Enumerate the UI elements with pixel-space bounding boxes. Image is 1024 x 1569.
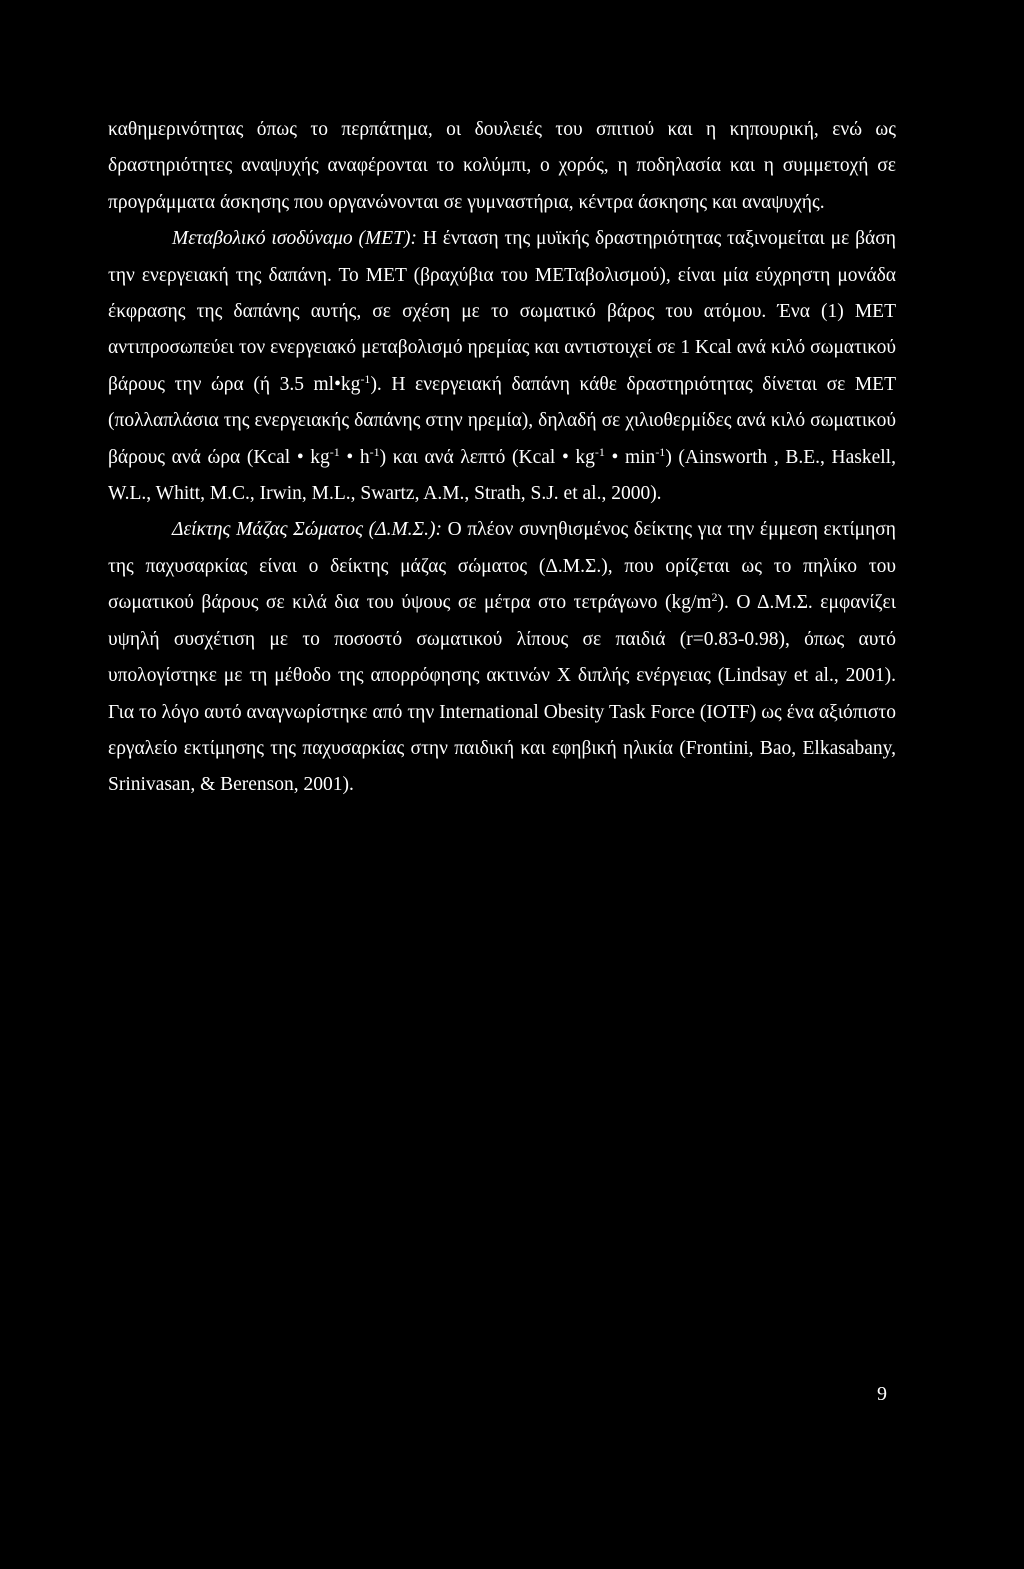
paragraph-text: καθημερινότητας όπως το περπάτημα, οι δουλειές του σπιτιού και η κηπουρική, ενώ ως δραστηριότητες αναψυχής αναφέρονται το κολύμπι, ο χορός, η ποδηλασία και η συμμετοχή σε προγράμματα άσκησης που οργανώνονται σε γυμναστήρια, κέντρα άσκησης και αναψυχής. xyxy=(108,119,896,213)
met-text-part: ). Η ενεργειακή δαπάνη κάθε δραστηριότητας δίνεται σε ΜΕΤ (πολλαπλάσια της ενεργειακής δαπάνης στην ηρεμία), δηλαδή σε χιλιοθερμίδες ανά κιλό σωματικού βάρους ανά ώρα (Kcal • kg xyxy=(108,373,896,468)
bmi-text-part: ). Ο Δ.Μ.Σ. εμφανίζει υψηλή συσχέτιση με το ποσοστό σωματικού λίπους σε παιδιά (r=0.83-0.98), όπως αυτό υπολογίστηκε με τη μέθοδο της απορρόφησης ακτινών Χ διπλής ενέργειας (Lindsay et al., 2001). Για το λόγο αυτό αναγνωρίστηκε από την International Obesity Task Force (IOTF) ως ένα αξιόπιστο εργαλείο εκτίμησης της παχυσαρκίας στην παιδική και εφηβική ηλικία (Frontini, Bao, Elkasabany, Srinivasan, & Berenson, 2001). xyxy=(108,592,896,796)
met-text-part: • h xyxy=(339,446,370,468)
paragraph-met xyxy=(108,221,896,512)
page-body xyxy=(108,112,896,804)
paragraph-bmi xyxy=(108,512,896,803)
paragraph-activities xyxy=(108,112,896,221)
met-text-part: • min xyxy=(604,446,656,468)
page-number: 9 xyxy=(877,1383,887,1405)
superscript: -1 xyxy=(655,444,666,459)
superscript: -1 xyxy=(594,444,605,459)
superscript: -1 xyxy=(369,444,380,459)
met-text-part: ) και ανά λεπτό (Kcal • kg xyxy=(379,446,595,468)
superscript: 2 xyxy=(711,590,718,605)
met-term: Μεταβολικό ισοδύναμο (ΜΕΤ): xyxy=(172,228,417,250)
superscript: -1 xyxy=(360,371,371,386)
superscript: -1 xyxy=(329,444,340,459)
met-text-part: Η ένταση της μυϊκής δραστηριότητας ταξινομείται με βάση την ενεργειακή της δαπάνη. Το ΜΕΤ (βραχύβια του ΜΕΤαβολισμού), είναι μία εύχρηστη μονάδα έκφρασης της δαπάνης αυτής, σε σχέση με το σωματικό βάρος του ατόμου. Ένα (1) ΜΕΤ αντιπροσωπεύει τον ενεργειακό μεταβολισμό ηρεμίας και αντιστοιχεί σε 1 Kcal ανά κιλό σωματικού βάρους την ώρα (ή 3.5 ml•kg xyxy=(108,228,896,395)
bmi-term: Δείκτης Μάζας Σώματος (Δ.Μ.Σ.): xyxy=(172,519,443,541)
bmi-text-part: Ο πλέον συνηθισμένος δείκτης για την έμμεση εκτίμηση της παχυσαρκίας είναι ο δείκτης μάζας σώματος (Δ.Μ.Σ.), που ορίζεται ως το πηλίκο του σωματικού βάρους σε κιλά δια του ύψους σε μέτρα στο τετράγωνο (kg/m xyxy=(108,519,896,614)
met-text-part: ) (Ainsworth , B.E., Haskell, W.L., Whitt, M.C., Irwin, M.L., Swartz, A.M., Strath, S.J. et al., 2000). xyxy=(108,446,896,505)
